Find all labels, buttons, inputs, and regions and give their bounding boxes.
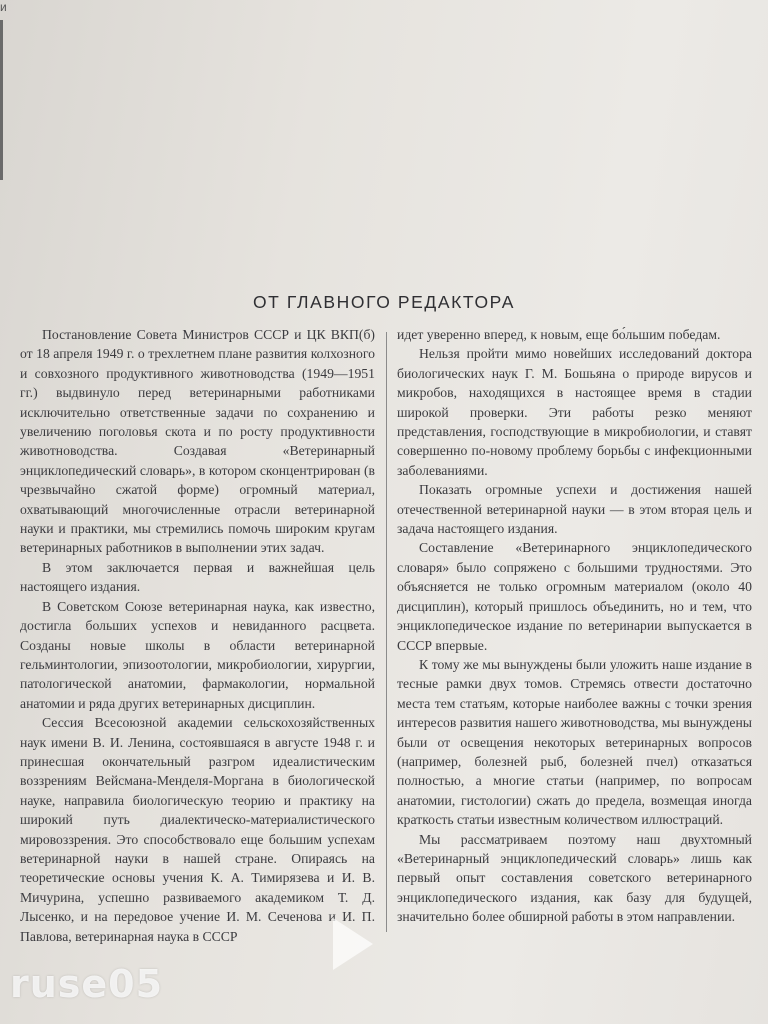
paragraph: Постановление Совета Министров СССР и ЦК ВКП(б) от 18 апреля 1949 г. о трехлетнем плане развития колхозного и совхозного продуктивного животноводства (1949—1951 гг.) выдвинуло перед ветеринарными работниками исключительно ответственные задачи по сохранению и увеличению поголовья скота и по росту продуктивности животноводства. Создавая «Ветеринарный энциклопедический словарь», в котором сконцентрирован (в чрезвычайно сжатой форме) огромный материал, охватывающий многочисленные отрасли ветеринарной науки и практики, мы стремились помочь широким кругам ветеринарных работников в выполнении этих задач. (20, 327, 375, 556)
play-icon (333, 918, 373, 970)
left-column (20, 325, 375, 946)
paragraph: К тому же мы вынуждены были уложить наше издание в тесные рамки двух томов. Стремясь отвести достаточно места тем статьям, которые наиболее важны с точки зрения интересов развития нашего животноводства, мы вынуждены были от освещения некоторых ветеринарных вопросов (например, болезней рыб, болезней пчел) отказаться полностью, а многие статьи (например, по вопросам анатомии, гистологии) сжать до предела, возмещая иногда краткость статьи известным количеством иллюстраций. (397, 656, 752, 828)
paragraph: Сессия Всесоюзной академии сельскохозяйственных наук имени В. И. Ленина, состоявшаяся в августе 1948 г. и принесшая окончательный разгром идеалистическим воззрениям Вейсмана-Менделя-Моргана в биологической науке, направила биологическую теорию и практику на широкий путь диалектическо-материалистического мировоззрения. Это способствовало еще большим успехам ветеринарной науки в нашей стране. Опираясь на теоретические основы учения К. А. Тимирязева и И. В. Мичурина, успешно развиваемого академиком Т. Д. Лысенко, и на передовое учение И. М. Сеченова и И. П. Павлова, ветеринарная наука в СССР (20, 715, 375, 944)
binding-edge (0, 20, 3, 180)
page-edge-mark: и (0, 0, 7, 14)
paragraph: идет уверенно вперед, к новым, еще бо́льшим победам. (397, 327, 721, 342)
paragraph: Показать огромные успехи и достижения нашей отечественной ветеринарной науки — в этом вторая цель и задача настоящего издания. (397, 482, 752, 537)
watermark-logo: ruse05 (10, 962, 164, 1006)
paragraph: Мы рассматриваем поэтому наш двухтомный «Ветеринарный энциклопедический словарь» лишь как первый опыт составления советского ветеринарного энциклопедического издания, как базу для будущей, значительно более обширной работы в этом направлении. (397, 831, 752, 925)
paragraph: Нельзя пройти мимо новейших исследований доктора биологических наук Г. М. Бошьяна о природе вирусов и микробов, находящихся в настоящее время в стадии широкой проверки. Эти работы резко меняют представления, господствующие в микробиологии, и ставят совершенно по-новому проблему борьбы с инфекционными заболеваниями. (397, 346, 752, 478)
paragraph: В Советском Союзе ветеринарная наука, как известно, достигла больших успехов и невиданного расцвета. Созданы новые школы в области ветеринарной гельминтологии, эпизоотологии, микробиологии, хирургии, патологической анатомии, фармакологии, нормальной анатомии и ряда других ветеринарных дисциплин. (20, 598, 375, 711)
column-divider (386, 332, 387, 932)
right-column (397, 325, 752, 927)
paragraph: В этом заключается первая и важнейшая цель настоящего издания. (20, 559, 375, 595)
page-title: ОТ ГЛАВНОГО РЕДАКТОРА (252, 292, 516, 312)
paragraph: Составление «Ветеринарного энциклопедического словаря» было сопряжено с большими трудностями. Это объясняется не только огромным материалом (около 40 дисциплин), который пришлось объединить, но и тем, что энциклопедическое издание по ветеринарии выпускается в СССР впервые. (397, 540, 752, 653)
